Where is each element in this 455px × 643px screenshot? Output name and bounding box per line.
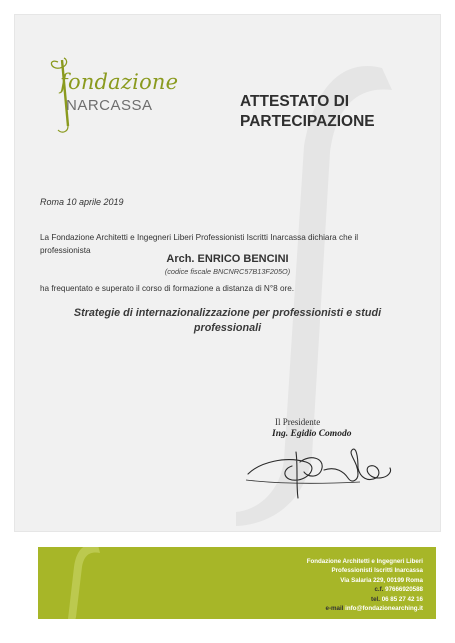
issue-date: Roma 10 aprile 2019 bbox=[40, 197, 124, 207]
logo-f-glyph-icon bbox=[38, 56, 198, 136]
attendance-statement: ha frequentato e superato il corso di formazione a distanza di N°8 ore. bbox=[40, 284, 295, 293]
footer-cf-value: 97666920588 bbox=[385, 586, 423, 594]
footer-tel-label: tel. bbox=[371, 595, 380, 603]
title-line-2: PARTECIPAZIONE bbox=[240, 113, 375, 130]
certificate-title bbox=[240, 92, 375, 132]
footer-f-glyph-icon bbox=[54, 547, 114, 619]
title-line-1: ATTESTATO DI bbox=[240, 93, 350, 110]
logo-fondazione-text: fondazione bbox=[60, 70, 179, 94]
signatory-name: Ing. Egidio Comodo bbox=[272, 429, 352, 439]
footer-address: Via Salaria 229, 00199 Roma bbox=[340, 576, 423, 584]
footer-org-name-2: Professionisti Iscritti Inarcassa bbox=[331, 567, 423, 575]
footer-contact-bar bbox=[38, 547, 436, 619]
footer-cf-label: c.f. bbox=[374, 586, 384, 594]
footer-org-name: Fondazione Architetti e Ingegneri Liberi bbox=[306, 558, 423, 565]
participant-codice-fiscale: (codice fiscale BNCNRC57B13F205O) bbox=[164, 267, 291, 276]
footer-contact-lines bbox=[307, 557, 423, 613]
footer-tel-line bbox=[307, 595, 423, 604]
footer-email-line bbox=[307, 604, 423, 613]
handwritten-signature bbox=[240, 444, 410, 504]
participant-name: Arch. ENRICO BENCINI bbox=[166, 253, 289, 265]
signatory-role: Il Presidente bbox=[275, 417, 321, 427]
intro-paragraph: La Fondazione Architetti e Ingegneri Liberi Professionisti Iscritti Inarcassa dichiara che il professionista bbox=[40, 233, 359, 255]
footer-email-value[interactable]: info@fondazionearching.it bbox=[345, 605, 423, 613]
footer-email-label: e-mail bbox=[325, 605, 344, 613]
course-title: Strategie di internazionalizzazione per professionisti e studi professionali bbox=[73, 307, 382, 334]
footer-tel-value: 06 85 27 42 16 bbox=[381, 595, 423, 603]
fondazione-inarcassa-logo bbox=[38, 56, 198, 136]
footer-cf-line bbox=[307, 585, 423, 594]
logo-inarcassa-text: NARCASSA bbox=[66, 97, 153, 114]
